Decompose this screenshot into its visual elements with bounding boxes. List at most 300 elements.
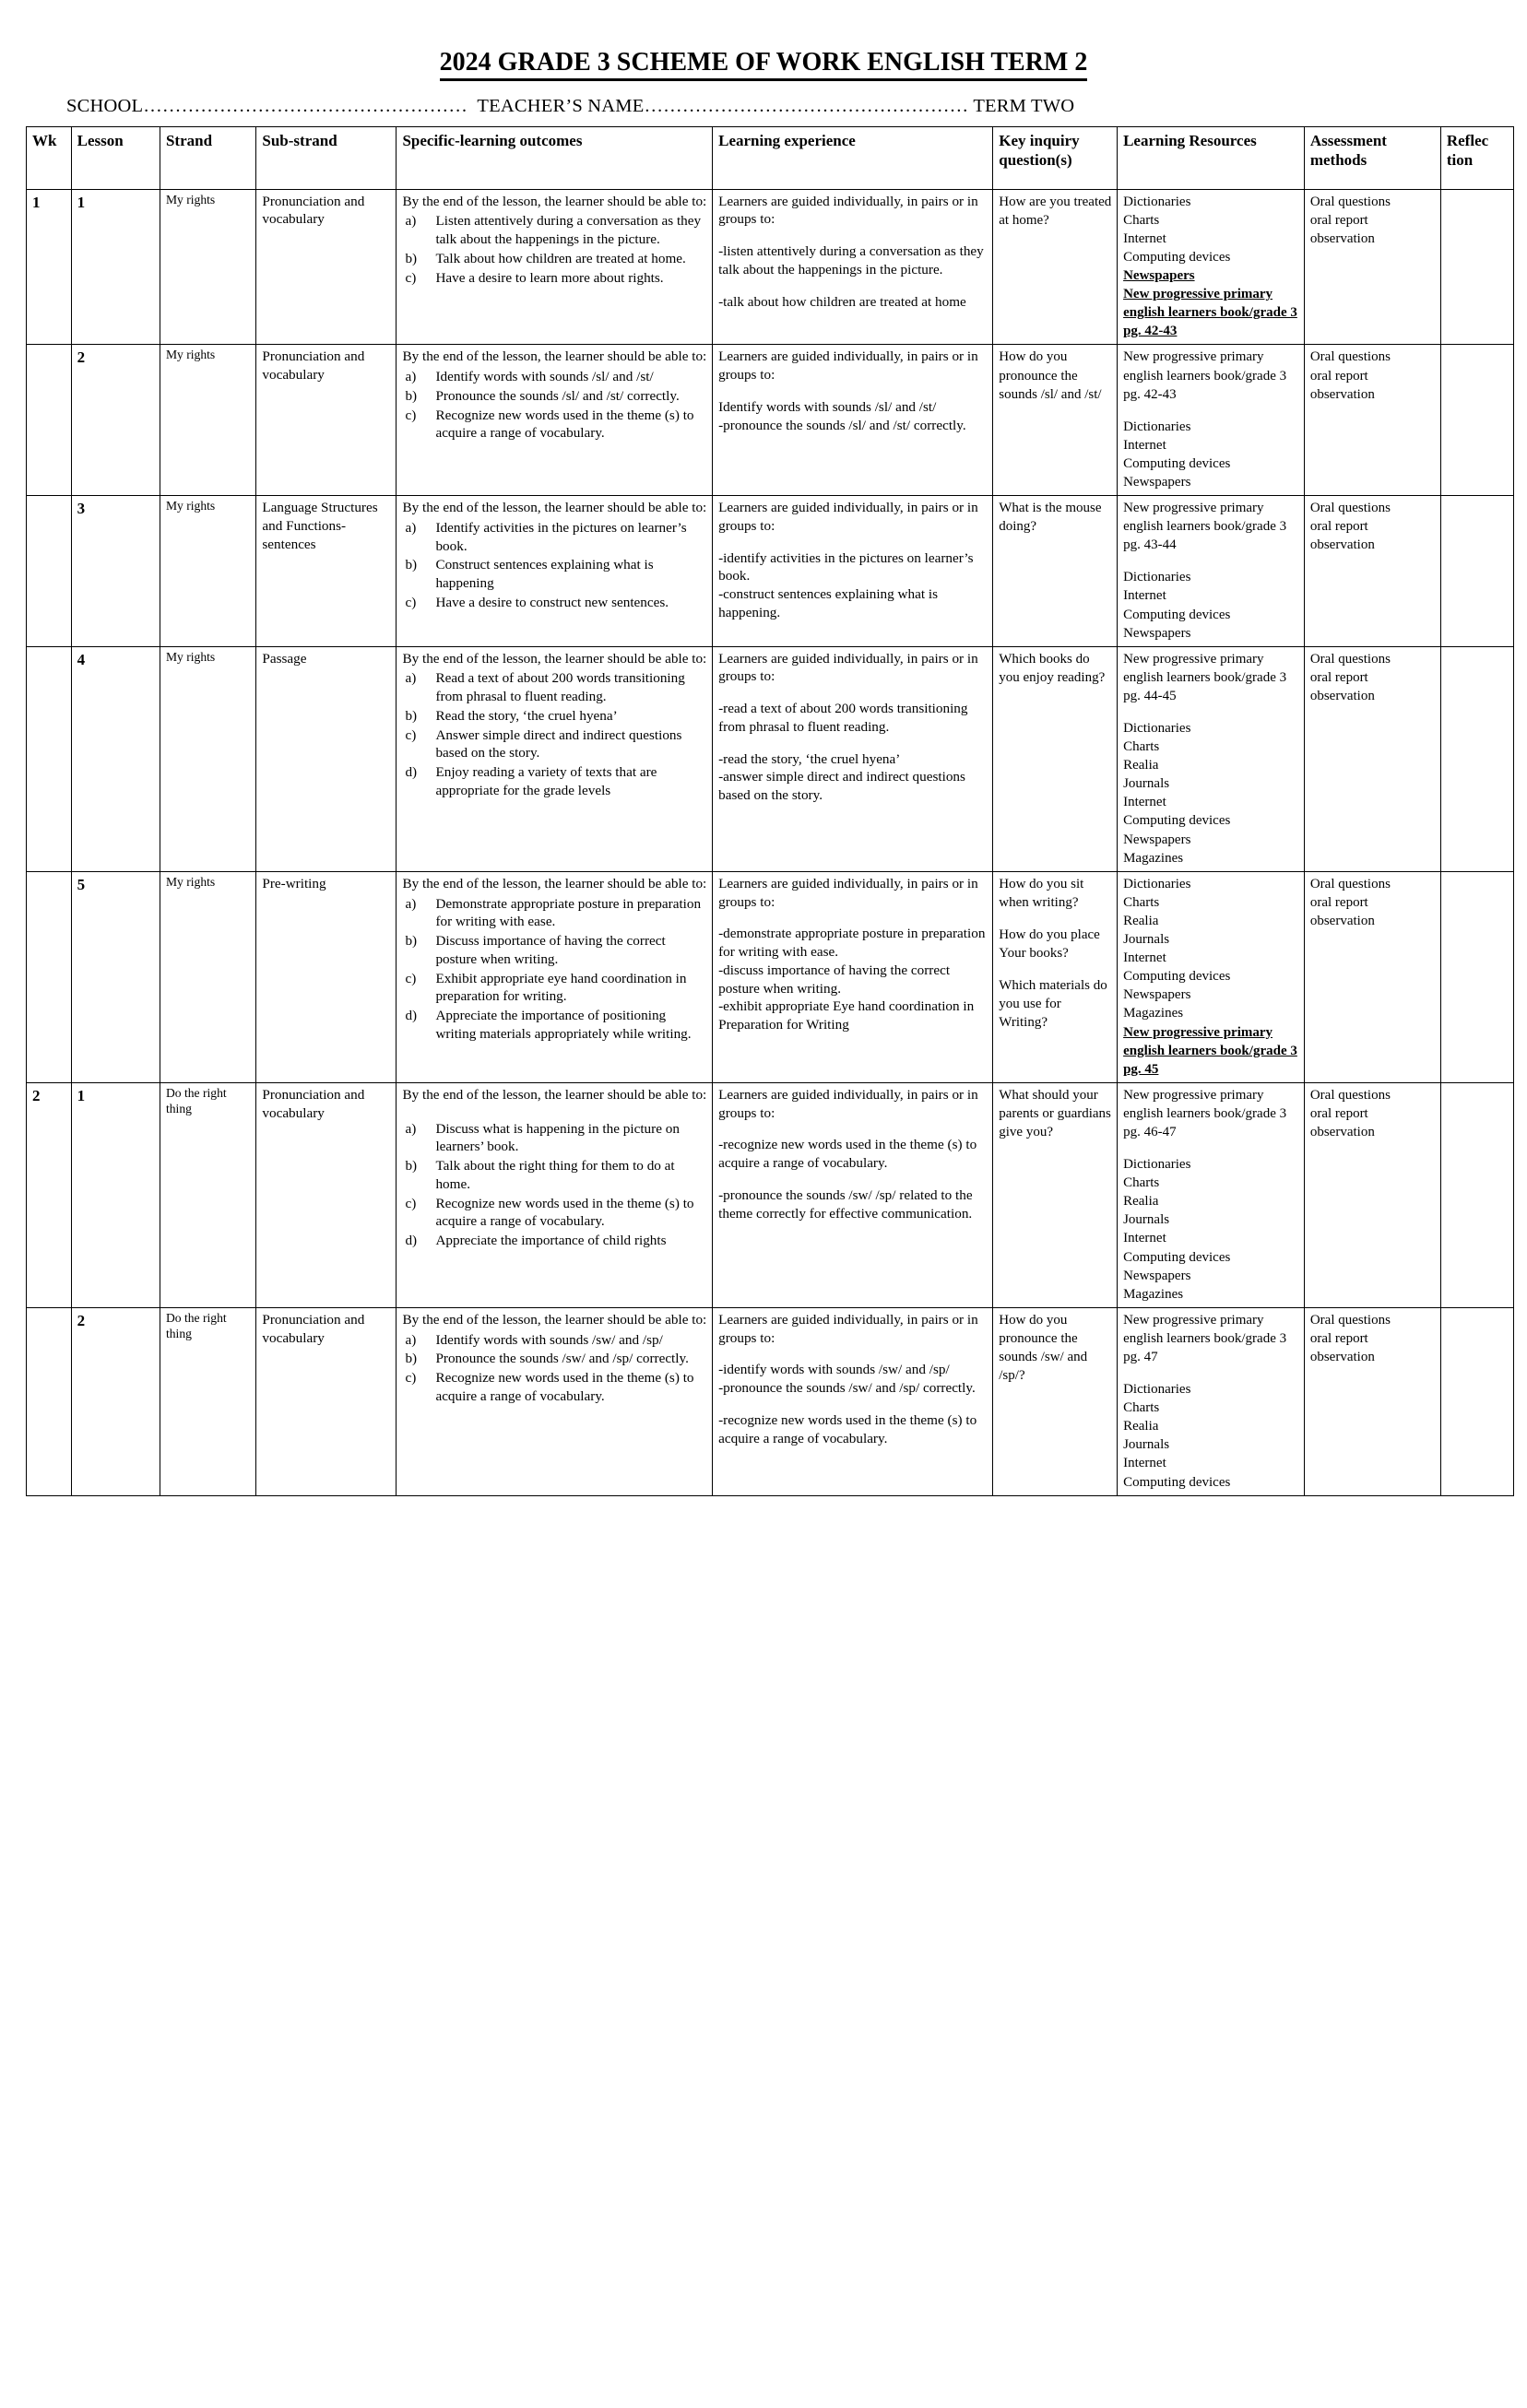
outcomes-intro: By the end of the lesson, the learner should be able to: bbox=[402, 500, 707, 516]
outcomes-intro: By the end of the lesson, the learner should be able to: bbox=[402, 875, 707, 891]
header-meta-line bbox=[0, 96, 1527, 117]
cell-experience bbox=[713, 345, 993, 496]
outcome-text: Exhibit appropriate eye hand coordination in preparation for writing. bbox=[435, 970, 687, 1005]
list-marker: a) bbox=[405, 369, 417, 385]
outcomes-intro: By the end of the lesson, the learner should be able to: bbox=[402, 193, 707, 209]
experience-item: -pronounce the sounds /sw/ /sp/ related to the theme correctly for effective communication. bbox=[718, 1186, 973, 1222]
cell-assessment bbox=[1304, 1307, 1440, 1495]
cell-outcomes bbox=[397, 1082, 713, 1307]
experience-item: -recognize new words used in the theme (s) to acquire a range of vocabulary. bbox=[718, 1411, 977, 1446]
cell-outcomes bbox=[397, 1307, 713, 1495]
cell-experience bbox=[713, 1082, 993, 1307]
resource-item: Realia bbox=[1123, 913, 1159, 928]
assessment-item: observation bbox=[1309, 230, 1375, 246]
outcome-text: Pronounce the sounds /sw/ and /sp/ correctly. bbox=[435, 1351, 689, 1367]
experience-intro: Learners are guided individually, in pairs or in groups to: bbox=[718, 1311, 978, 1346]
resource-item: Internet bbox=[1123, 437, 1166, 453]
assessment-item: observation bbox=[1309, 1350, 1375, 1364]
cell-reflection bbox=[1440, 1082, 1513, 1307]
outcome-item bbox=[402, 1195, 707, 1232]
resource-item: Dictionaries bbox=[1123, 1382, 1191, 1398]
meta-spacer-1 bbox=[468, 96, 477, 116]
list-marker: b) bbox=[405, 1351, 418, 1367]
cell-strand: My rights bbox=[160, 189, 255, 345]
resource-item: Internet bbox=[1123, 1231, 1166, 1246]
cell-lesson: 3 bbox=[71, 496, 160, 647]
assessment-item: observation bbox=[1309, 1124, 1375, 1139]
column-header-assessment: Assessment methods bbox=[1304, 127, 1440, 189]
experience-item: -construct sentences explaining what is happening. bbox=[718, 586, 938, 620]
resource-item: New progressive primary english learners book/grade 3 pg. 46-47 bbox=[1123, 1087, 1287, 1139]
key-inquiry-question: What is the mouse doing? bbox=[999, 501, 1102, 535]
column-header-strand: Strand bbox=[160, 127, 255, 189]
experience-item: -pronounce the sounds /sw/ and /sp/ correctly. bbox=[718, 1380, 976, 1397]
cell-experience bbox=[713, 189, 993, 345]
resource-spacer bbox=[1123, 1141, 1299, 1155]
experience-item: Identify words with sounds /sl/ and /st/ bbox=[718, 398, 937, 415]
cell-assessment bbox=[1304, 345, 1440, 496]
outcomes-list bbox=[402, 895, 707, 1044]
cell-week bbox=[27, 345, 72, 496]
resource-item: Dictionaries bbox=[1123, 1157, 1191, 1173]
resource-item: Dictionaries bbox=[1123, 876, 1191, 891]
resource-item: Dictionaries bbox=[1123, 570, 1191, 585]
resource-item: New progressive primary english learners book/grade 3 pg. 44-45 bbox=[1123, 651, 1287, 703]
resource-item: Realia bbox=[1123, 1194, 1159, 1210]
cell-substrand: Pronunciation and vocabulary bbox=[256, 189, 397, 345]
list-marker: d) bbox=[405, 1233, 418, 1249]
key-inquiry-question: How do you place Your books? bbox=[999, 927, 1100, 962]
experience-intro: Learners are guided individually, in pairs or in groups to: bbox=[718, 193, 978, 228]
cell-outcomes bbox=[397, 345, 713, 496]
experience-spacer bbox=[718, 384, 988, 398]
cell-outcomes bbox=[397, 496, 713, 647]
outcome-item bbox=[402, 519, 707, 556]
outcomes-spacer bbox=[402, 1106, 707, 1120]
resource-spacer bbox=[1123, 1366, 1299, 1380]
resource-item: Computing devices bbox=[1123, 249, 1231, 265]
experience-item: -pronounce the sounds /sl/ and /st/ correctly. bbox=[718, 417, 966, 433]
list-marker: c) bbox=[405, 269, 417, 286]
list-marker: b) bbox=[405, 933, 418, 949]
cell-experience bbox=[713, 1307, 993, 1495]
outcome-item bbox=[402, 669, 707, 706]
cell-substrand: Pre-writing bbox=[256, 871, 397, 1082]
key-inquiry-question: What should your parents or guardians give you? bbox=[999, 1087, 1111, 1139]
cell-reflection bbox=[1440, 871, 1513, 1082]
outcome-text: Answer simple direct and indirect questions based on the story. bbox=[435, 726, 682, 761]
cell-substrand: Language Structures and Functions-sentences bbox=[256, 496, 397, 647]
cell-key-inquiry bbox=[993, 496, 1118, 647]
cell-substrand: Pronunciation and vocabulary bbox=[256, 1307, 397, 1495]
outcome-item bbox=[402, 1331, 707, 1350]
list-marker: b) bbox=[405, 250, 418, 266]
experience-intro: Learners are guided individually, in pairs or in groups to: bbox=[718, 875, 978, 910]
resource-item: Magazines bbox=[1123, 850, 1184, 866]
outcome-item bbox=[402, 269, 707, 288]
column-header-lesson: Lesson bbox=[71, 127, 160, 189]
experience-intro: Learners are guided individually, in pairs or in groups to: bbox=[718, 650, 978, 685]
cell-assessment bbox=[1304, 1082, 1440, 1307]
outcome-item bbox=[402, 1232, 707, 1250]
cell-resources bbox=[1118, 871, 1305, 1082]
outcome-item bbox=[402, 250, 707, 268]
key-inquiry-question: How are you treated at home? bbox=[999, 194, 1112, 228]
experience-item: -talk about how children are treated at home bbox=[718, 293, 966, 310]
resource-item: Internet bbox=[1123, 795, 1166, 810]
cell-strand: Do the right thing bbox=[160, 1082, 255, 1307]
experience-item: -demonstrate appropriate posture in preparation for writing with ease. bbox=[718, 926, 986, 960]
table-row bbox=[27, 496, 1514, 647]
table-header-row bbox=[27, 127, 1514, 189]
outcome-text: Have a desire to learn more about rights. bbox=[435, 269, 664, 286]
page-title-wrapper bbox=[0, 48, 1527, 81]
assessment-item: observation bbox=[1309, 537, 1375, 553]
resource-item: Journals bbox=[1123, 1437, 1170, 1453]
outcomes-intro: By the end of the lesson, the learner should be able to: bbox=[402, 1311, 707, 1328]
column-header-substrand: Sub-strand bbox=[256, 127, 397, 189]
resource-item: Journals bbox=[1123, 1212, 1170, 1228]
outcome-text: Demonstrate appropriate posture in preparation for writing with ease. bbox=[435, 895, 702, 930]
term-label: TERM TWO bbox=[973, 96, 1075, 117]
cell-outcomes bbox=[397, 189, 713, 345]
assessment-item: observation bbox=[1309, 688, 1375, 703]
outcome-item bbox=[402, 556, 707, 593]
outcome-text: Pronounce the sounds /sl/ and /st/ correctly. bbox=[435, 387, 680, 404]
cell-reflection bbox=[1440, 189, 1513, 345]
cell-resources bbox=[1118, 189, 1305, 345]
resource-item: Computing devices bbox=[1123, 1474, 1231, 1490]
list-marker: c) bbox=[405, 970, 417, 986]
experience-item: -identify words with sounds /sw/ and /sp/ bbox=[718, 1362, 950, 1378]
cell-resources bbox=[1118, 345, 1305, 496]
outcome-text: Discuss what is happening in the picture on learners’ book. bbox=[435, 1120, 680, 1155]
outcome-text: Recognize new words used in the theme (s) to acquire a range of vocabulary. bbox=[435, 1370, 694, 1404]
resource-item: Newspapers bbox=[1123, 1268, 1191, 1283]
cell-strand: My rights bbox=[160, 646, 255, 871]
outcome-item bbox=[402, 1007, 707, 1044]
list-marker: a) bbox=[405, 1331, 417, 1348]
outcome-text: Listen attentively during a conversation as they talk about the happenings in the picture. bbox=[435, 213, 702, 248]
column-header-resources: Learning Resources bbox=[1118, 127, 1305, 189]
key-inquiry-question: How do you pronounce the sounds /sl/ and /st/ bbox=[999, 349, 1102, 402]
assessment-item: oral report bbox=[1309, 1105, 1368, 1121]
resource-item: Journals bbox=[1123, 932, 1170, 948]
assessment-item: observation bbox=[1309, 913, 1375, 928]
outcome-text: Discuss importance of having the correct posture when writing. bbox=[435, 933, 666, 967]
cell-resources bbox=[1118, 1307, 1305, 1495]
resource-item: Charts bbox=[1123, 212, 1160, 228]
outcome-item bbox=[402, 932, 707, 969]
experience-spacer bbox=[718, 686, 988, 700]
experience-spacer bbox=[718, 229, 988, 242]
assessment-item: oral report bbox=[1309, 519, 1368, 535]
table-row bbox=[27, 189, 1514, 345]
cell-substrand: Passage bbox=[256, 646, 397, 871]
experience-item: -identify activities in the pictures on learner’s book. bbox=[718, 549, 974, 584]
outcome-text: Enjoy reading a variety of texts that are appropriate for the grade levels bbox=[435, 764, 657, 798]
resource-item: Computing devices bbox=[1123, 813, 1231, 829]
outcome-item bbox=[402, 763, 707, 800]
outcome-item bbox=[402, 707, 707, 726]
resource-item: Magazines bbox=[1123, 1006, 1184, 1021]
cell-lesson: 1 bbox=[71, 189, 160, 345]
list-marker: b) bbox=[405, 557, 418, 573]
list-marker: c) bbox=[405, 726, 417, 743]
outcome-item bbox=[402, 1157, 707, 1194]
resource-item: Internet bbox=[1123, 588, 1166, 604]
list-marker: d) bbox=[405, 1008, 418, 1023]
cell-substrand: Pronunciation and vocabulary bbox=[256, 345, 397, 496]
outcome-item bbox=[402, 594, 707, 612]
key-inquiry-question: Which books do you enjoy reading? bbox=[999, 651, 1106, 685]
cell-lesson: 5 bbox=[71, 871, 160, 1082]
document-page bbox=[0, 48, 1527, 2408]
list-marker: d) bbox=[405, 764, 418, 781]
assessment-item: Oral questions bbox=[1309, 349, 1391, 365]
experience-spacer bbox=[718, 1398, 988, 1411]
cell-strand: Do the right thing bbox=[160, 1307, 255, 1495]
cell-reflection bbox=[1440, 646, 1513, 871]
resource-item: Computing devices bbox=[1123, 607, 1231, 622]
resource-item: Newspapers bbox=[1123, 625, 1191, 641]
cell-outcomes bbox=[397, 646, 713, 871]
resource-spacer bbox=[1123, 705, 1299, 719]
resource-item: Newspapers bbox=[1123, 832, 1191, 847]
table-row bbox=[27, 646, 1514, 871]
assessment-item: Oral questions bbox=[1309, 651, 1391, 667]
outcome-item bbox=[402, 1120, 707, 1157]
outcome-item bbox=[402, 1369, 707, 1406]
cell-assessment bbox=[1304, 496, 1440, 647]
list-marker: c) bbox=[405, 407, 417, 423]
resource-item: Dictionaries bbox=[1123, 194, 1191, 209]
resource-item: Internet bbox=[1123, 950, 1166, 966]
cell-experience bbox=[713, 646, 993, 871]
outcome-item bbox=[402, 407, 707, 443]
experience-item: -exhibit appropriate Eye hand coordination in Preparation for Writing bbox=[718, 998, 975, 1033]
list-marker: b) bbox=[405, 707, 418, 724]
cell-key-inquiry bbox=[993, 871, 1118, 1082]
cell-assessment bbox=[1304, 189, 1440, 345]
outcome-item bbox=[402, 895, 707, 932]
resource-item: Computing devices bbox=[1123, 1249, 1231, 1265]
assessment-item: Oral questions bbox=[1309, 1087, 1391, 1103]
scheme-of-work-table bbox=[26, 126, 1514, 1495]
list-marker: b) bbox=[405, 1158, 418, 1174]
cell-resources bbox=[1118, 496, 1305, 647]
resource-item: Computing devices bbox=[1123, 455, 1231, 471]
outcome-text: Recognize new words used in the theme (s) to acquire a range of vocabulary. bbox=[435, 407, 694, 442]
resource-item: Newspapers bbox=[1123, 474, 1191, 490]
list-marker: c) bbox=[405, 594, 417, 610]
experience-spacer bbox=[718, 536, 988, 549]
cell-week bbox=[27, 496, 72, 647]
key-inquiry-question: How do you sit when writing? bbox=[999, 876, 1084, 910]
list-marker: a) bbox=[405, 213, 417, 230]
list-marker: b) bbox=[405, 387, 418, 404]
column-header-reflection: Reflec tion bbox=[1440, 127, 1513, 189]
outcome-text: Have a desire to construct new sentences. bbox=[435, 594, 669, 610]
outcomes-list bbox=[402, 368, 707, 443]
cell-key-inquiry bbox=[993, 345, 1118, 496]
assessment-item: oral report bbox=[1309, 669, 1368, 685]
table-row bbox=[27, 1082, 1514, 1307]
cell-lesson: 2 bbox=[71, 1307, 160, 1495]
assessment-item: Oral questions bbox=[1309, 1312, 1391, 1328]
cell-key-inquiry bbox=[993, 1082, 1118, 1307]
cell-lesson: 1 bbox=[71, 1082, 160, 1307]
resource-spacer bbox=[1123, 404, 1299, 418]
outcome-item bbox=[402, 387, 707, 406]
cell-lesson: 2 bbox=[71, 345, 160, 496]
outcomes-list bbox=[402, 1331, 707, 1406]
resource-item-highlighted: New progressive primary english learners book/grade 3 pg. 42-43 bbox=[1123, 287, 1297, 339]
outcomes-intro: By the end of the lesson, the learner should be able to: bbox=[402, 650, 707, 667]
key-inquiry-question: Which materials do you use for Writing? bbox=[999, 978, 1107, 1031]
table-body bbox=[27, 189, 1514, 1495]
cell-reflection bbox=[1440, 496, 1513, 647]
outcomes-intro: By the end of the lesson, the learner should be able to: bbox=[402, 348, 707, 365]
resource-item: Realia bbox=[1123, 1419, 1159, 1434]
cell-assessment bbox=[1304, 871, 1440, 1082]
cell-strand: My rights bbox=[160, 345, 255, 496]
cell-strand: My rights bbox=[160, 871, 255, 1082]
key-inquiry-question: How do you pronounce the sounds /sw/ and /sp/? bbox=[999, 1312, 1088, 1384]
outcome-text: Construct sentences explaining what is happening bbox=[435, 557, 654, 592]
experience-spacer bbox=[718, 1347, 988, 1361]
column-header-experience: Learning experience bbox=[713, 127, 993, 189]
outcomes-list bbox=[402, 519, 707, 612]
resource-item: Computing devices bbox=[1123, 969, 1231, 985]
resource-item: Magazines bbox=[1123, 1286, 1184, 1302]
outcome-text: Talk about the right thing for them to do at home. bbox=[435, 1158, 675, 1192]
cell-experience bbox=[713, 871, 993, 1082]
outcome-text: Appreciate the importance of positioning writing materials appropriately while writing. bbox=[435, 1008, 692, 1042]
outcome-item bbox=[402, 1350, 707, 1368]
resource-item: Internet bbox=[1123, 1456, 1166, 1471]
experience-item: -read a text of about 200 words transitioning from phrasal to fluent reading. bbox=[718, 701, 968, 735]
outcomes-list bbox=[402, 669, 707, 799]
cell-experience bbox=[713, 496, 993, 647]
table-row bbox=[27, 871, 1514, 1082]
assessment-item: oral report bbox=[1309, 894, 1368, 910]
list-marker: c) bbox=[405, 1195, 417, 1211]
resource-item: Dictionaries bbox=[1123, 721, 1191, 736]
outcome-item bbox=[402, 368, 707, 386]
cell-strand: My rights bbox=[160, 496, 255, 647]
experience-item: -read the story, ‘the cruel hyena’ bbox=[718, 750, 901, 767]
resource-item: Charts bbox=[1123, 894, 1160, 910]
cell-reflection bbox=[1440, 345, 1513, 496]
resource-item: New progressive primary english learners book/grade 3 pg. 47 bbox=[1123, 1312, 1287, 1364]
resource-item: New progressive primary english learners book/grade 3 pg. 42-43 bbox=[1123, 349, 1287, 402]
outcome-text: Recognize new words used in the theme (s) to acquire a range of vocabulary. bbox=[435, 1195, 694, 1230]
outcomes-list bbox=[402, 1120, 707, 1250]
resource-item: Dictionaries bbox=[1123, 419, 1191, 434]
outcome-text: Identify words with sounds /sw/ and /sp/ bbox=[435, 1331, 663, 1348]
cell-lesson: 4 bbox=[71, 646, 160, 871]
outcomes-intro: By the end of the lesson, the learner should be able to: bbox=[402, 1086, 707, 1103]
cell-key-inquiry bbox=[993, 189, 1118, 345]
outcome-text: Identify words with sounds /sl/ and /st/ bbox=[435, 369, 654, 385]
experience-item: -recognize new words used in the theme (s) to acquire a range of vocabulary. bbox=[718, 1137, 977, 1172]
cell-reflection bbox=[1440, 1307, 1513, 1495]
list-marker: a) bbox=[405, 895, 417, 912]
teacher-name-label: TEACHER’S NAME…………………………………………… bbox=[477, 96, 969, 117]
outcome-item bbox=[402, 970, 707, 1007]
list-marker: a) bbox=[405, 519, 417, 536]
column-header-wk: Wk bbox=[27, 127, 72, 189]
assessment-item: oral report bbox=[1309, 1330, 1368, 1346]
experience-spacer bbox=[718, 279, 988, 293]
outcome-text: Identify activities in the pictures on learner’s book. bbox=[435, 519, 687, 554]
key-inquiry-spacer bbox=[999, 962, 1112, 976]
list-marker: a) bbox=[405, 670, 417, 687]
resource-item: Charts bbox=[1123, 739, 1160, 755]
table-row bbox=[27, 345, 1514, 496]
outcome-text: Read a text of about 200 words transitioning from phrasal to fluent reading. bbox=[435, 670, 685, 705]
key-inquiry-spacer bbox=[999, 912, 1112, 926]
cell-resources bbox=[1118, 646, 1305, 871]
assessment-item: Oral questions bbox=[1309, 194, 1391, 209]
assessment-item: oral report bbox=[1309, 368, 1368, 384]
cell-week: 2 bbox=[27, 1082, 72, 1307]
assessment-item: oral report bbox=[1309, 212, 1368, 228]
resource-item: Charts bbox=[1123, 1175, 1160, 1191]
list-marker: a) bbox=[405, 1120, 417, 1137]
cell-week bbox=[27, 871, 72, 1082]
resource-item-highlighted: Newspapers bbox=[1123, 268, 1195, 284]
resource-spacer bbox=[1123, 554, 1299, 568]
cell-key-inquiry bbox=[993, 646, 1118, 871]
outcome-text: Read the story, ‘the cruel hyena’ bbox=[435, 707, 618, 724]
column-header-key-inquiry: Key inquiry question(s) bbox=[993, 127, 1118, 189]
outcome-item bbox=[402, 726, 707, 763]
assessment-item: observation bbox=[1309, 386, 1375, 402]
cell-week bbox=[27, 1307, 72, 1495]
list-marker: c) bbox=[405, 1370, 417, 1387]
experience-item: -answer simple direct and indirect questions based on the story. bbox=[718, 769, 965, 804]
school-label: SCHOOL…………………………………………… bbox=[66, 96, 468, 117]
cell-week bbox=[27, 646, 72, 871]
assessment-item: Oral questions bbox=[1309, 501, 1391, 516]
resource-item: Internet bbox=[1123, 230, 1166, 246]
outcomes-list bbox=[402, 212, 707, 287]
page-title: 2024 GRADE 3 SCHEME OF WORK ENGLISH TERM 2 bbox=[440, 48, 1088, 81]
table-row bbox=[27, 1307, 1514, 1495]
experience-intro: Learners are guided individually, in pairs or in groups to: bbox=[718, 348, 978, 384]
experience-item: -listen attentively during a conversation as they talk about the happenings in the picture. bbox=[718, 243, 984, 277]
outcome-text: Talk about how children are treated at home. bbox=[435, 250, 686, 266]
cell-week: 1 bbox=[27, 189, 72, 345]
experience-item: -discuss importance of having the correct posture when writing. bbox=[718, 962, 951, 997]
resource-item: Charts bbox=[1123, 1400, 1160, 1416]
assessment-item: Oral questions bbox=[1309, 876, 1391, 891]
column-header-outcomes: Specific-learning outcomes bbox=[397, 127, 713, 189]
resource-item: Journals bbox=[1123, 776, 1170, 792]
cell-resources bbox=[1118, 1082, 1305, 1307]
experience-intro: Learners are guided individually, in pairs or in groups to: bbox=[718, 500, 978, 534]
cell-assessment bbox=[1304, 646, 1440, 871]
experience-intro: Learners are guided individually, in pairs or in groups to: bbox=[718, 1086, 978, 1121]
experience-spacer bbox=[718, 737, 988, 750]
experience-spacer bbox=[718, 1122, 988, 1136]
resource-item-highlighted: New progressive primary english learners book/grade 3 pg. 45 bbox=[1123, 1024, 1297, 1077]
cell-outcomes bbox=[397, 871, 713, 1082]
outcome-item bbox=[402, 212, 707, 249]
resource-item: New progressive primary english learners book/grade 3 pg. 43-44 bbox=[1123, 501, 1287, 553]
